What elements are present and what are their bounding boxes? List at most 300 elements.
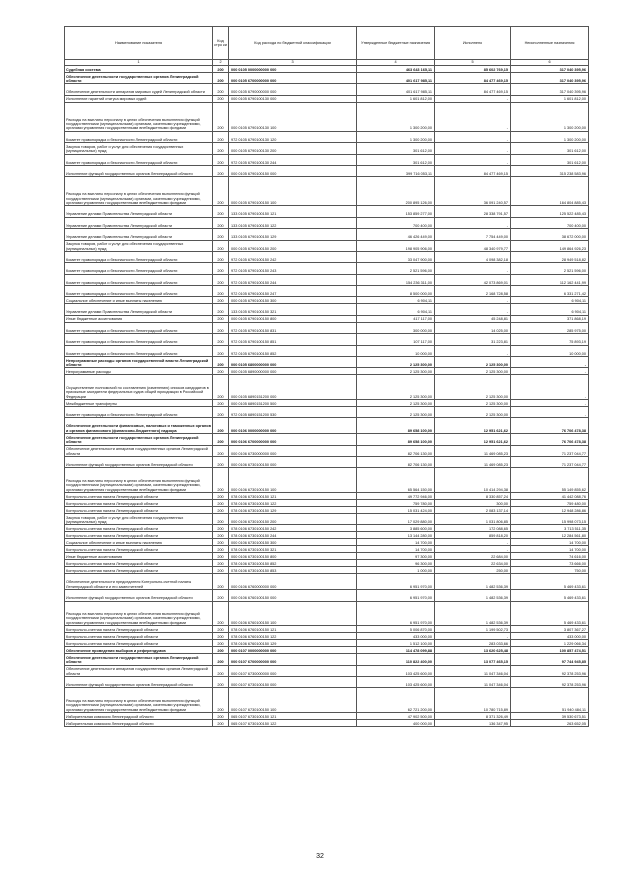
row-classification-code: 078 0106 6760100150 122 xyxy=(229,633,357,640)
row-unexecuted: 6 331 271,42 xyxy=(511,286,589,297)
row-name: Расходы на выплаты персоналу в целях обеспечения выполнения функций государственными (муниципальными) органами, казенными учреждениями, органами управления государственными внебюджетными фондами xyxy=(65,688,213,713)
column-number: 1 xyxy=(65,60,213,66)
row-line-code: 200 xyxy=(213,154,229,165)
page-number: 32 xyxy=(316,853,324,860)
row-approved: 1 601 812,00 xyxy=(357,95,435,102)
row-approved: 401 617 985,11 xyxy=(357,73,435,84)
row-classification-code: 972 0105 6790100150 242 xyxy=(229,251,357,262)
row-approved: 62 721 200,00 xyxy=(357,688,435,713)
table-row xyxy=(65,368,589,375)
row-classification-code: 972 0105 6790100150 831 xyxy=(229,322,357,333)
row-executed: - xyxy=(435,102,511,131)
row-executed: 4 098 382,18 xyxy=(435,251,511,262)
row-executed: 84 477 469,15 xyxy=(435,165,511,176)
table-row xyxy=(65,400,589,407)
table-row xyxy=(65,574,589,590)
table-row xyxy=(65,84,589,95)
row-approved: 97 300,00 xyxy=(357,553,435,560)
row-name: Комитет правопорядка и безопасности Ленинградской области xyxy=(65,263,213,274)
row-classification-code: 078 0106 6730100150 852 xyxy=(229,560,357,567)
row-executed: 10 780 715,89 xyxy=(435,688,511,713)
row-classification-code: 000 0105 6790100150 000 xyxy=(229,165,357,176)
header-executed: Исполнено xyxy=(435,27,511,60)
row-unexecuted: 14 700,00 xyxy=(511,539,589,546)
row-name: Комитет правопорядка и безопасности Ленинградской области xyxy=(65,286,213,297)
table-row xyxy=(65,532,589,539)
row-unexecuted: 2 521 596,00 xyxy=(511,263,589,274)
row-classification-code: 000 0105 6790100130 100 xyxy=(229,102,357,131)
row-name: Исполнение функций государственных органов Ленинградской области xyxy=(65,676,213,687)
row-approved: 14 700,00 xyxy=(357,539,435,546)
row-name: Контрольно-счетная палата Ленинградской области xyxy=(65,506,213,513)
row-line-code: 200 xyxy=(213,640,229,647)
row-name: Расходы на выплаты персоналу в целях обеспечения выполнения функций государственными (муниципальными) органами, казенными учреждениями, органами управления государственными внебюджетными фондами xyxy=(65,177,213,206)
table-row xyxy=(65,513,589,524)
row-line-code: 200 xyxy=(213,165,229,176)
row-line-code: 200 xyxy=(213,177,229,206)
row-executed: - xyxy=(435,304,511,315)
row-line-code: 200 xyxy=(213,345,229,356)
row-approved: 401 617 985,11 xyxy=(357,84,435,95)
row-name: Контрольно-счетная палата Ленинградской области xyxy=(65,546,213,553)
row-name: Исполнение функций государственных органов Ленинградской области xyxy=(65,456,213,467)
row-line-code: 200 xyxy=(213,560,229,567)
table-row xyxy=(65,719,589,726)
row-approved: 400 000,00 xyxy=(357,719,435,726)
row-line-code: 200 xyxy=(213,251,229,262)
row-line-code: 200 xyxy=(213,407,229,418)
table-row xyxy=(65,345,589,356)
row-unexecuted: 75 893,19 xyxy=(511,334,589,345)
row-line-code: 200 xyxy=(213,143,229,154)
row-name: Исполнение функций государственных органов Ленинградской области xyxy=(65,590,213,601)
row-unexecuted: - xyxy=(511,375,589,400)
row-name: Управление делами Правительства Ленинградской области xyxy=(65,229,213,240)
row-approved: 82 706 130,00 xyxy=(357,456,435,467)
row-unexecuted: 14 700,00 xyxy=(511,546,589,553)
row-approved: 433 000,00 xyxy=(357,633,435,640)
table-row xyxy=(65,357,589,368)
row-name: Комитет правопорядка и безопасности Ленинградской области xyxy=(65,322,213,333)
row-line-code: 200 xyxy=(213,553,229,560)
row-classification-code: 000 0105 6890000000 000 xyxy=(229,368,357,375)
row-executed: 1 031 806,85 xyxy=(435,513,511,524)
row-classification-code: 078 0106 6730100150 242 xyxy=(229,525,357,532)
table-row xyxy=(65,102,589,131)
row-classification-code: 078 0106 6730100150 853 xyxy=(229,567,357,574)
row-approved: 1 300 200,00 xyxy=(357,131,435,142)
row-classification-code: 133 0105 6790100150 122 xyxy=(229,217,357,228)
row-executed: 84 477 469,15 xyxy=(435,84,511,95)
row-name: Межбюджетные трансферты xyxy=(65,400,213,407)
row-classification-code: 065 0107 6730100150 121 xyxy=(229,712,357,719)
row-approved: 463 643 165,11 xyxy=(357,66,435,73)
row-executed: 14 025,00 xyxy=(435,322,511,333)
row-executed: 1 199 502,73 xyxy=(435,626,511,633)
row-classification-code: 972 0105 6790100150 243 xyxy=(229,263,357,274)
row-approved: 6 904,11 xyxy=(357,297,435,304)
row-name: Судебная система xyxy=(65,66,213,73)
row-approved: 47 902 500,00 xyxy=(357,712,435,719)
row-executed: 2 125 300,00 xyxy=(435,357,511,368)
row-approved: 10 000,00 xyxy=(357,345,435,356)
row-unexecuted: 371 868,19 xyxy=(511,315,589,322)
table-row xyxy=(65,73,589,84)
row-executed: - xyxy=(435,95,511,102)
row-approved: 5 006 870,00 xyxy=(357,626,435,633)
row-unexecuted: 92 378 253,96 xyxy=(511,676,589,687)
row-approved: 89 658 100,00 xyxy=(357,418,435,434)
row-classification-code: 133 0105 6790100150 129 xyxy=(229,229,357,240)
row-executed: 7 754 449,00 xyxy=(435,229,511,240)
row-classification-code: 000 0106 6730100150 200 xyxy=(229,513,357,524)
row-approved: 2 521 596,00 xyxy=(357,263,435,274)
row-name: Обеспечение деятельности председателя Контрольно-счетной палаты Ленинградской области и его заместителей xyxy=(65,574,213,590)
row-line-code: 200 xyxy=(213,315,229,322)
row-approved: 17 029 880,00 xyxy=(357,513,435,524)
row-unexecuted: 41 442 088,76 xyxy=(511,492,589,499)
row-line-code: 200 xyxy=(213,567,229,574)
row-classification-code: 000 0105 6790100130 200 xyxy=(229,143,357,154)
row-unexecuted: 28 949 518,82 xyxy=(511,251,589,262)
row-line-code: 200 xyxy=(213,206,229,217)
row-approved: 96 300,00 xyxy=(357,560,435,567)
row-unexecuted: 73 666,00 xyxy=(511,560,589,567)
row-classification-code: 000 0107 6730100150 100 xyxy=(229,688,357,713)
row-executed: 1 482 536,39 xyxy=(435,574,511,590)
row-line-code: 200 xyxy=(213,574,229,590)
row-classification-code: 078 0106 6730100150 121 xyxy=(229,492,357,499)
row-name: Контрольно-счетная палата Ленинградской области xyxy=(65,492,213,499)
row-unexecuted: 317 040 395,96 xyxy=(511,84,589,95)
row-approved: 89 658 100,00 xyxy=(357,434,435,445)
row-line-code: 200 xyxy=(213,240,229,251)
row-name: Комитет правопорядка и безопасности Ленинградской области xyxy=(65,407,213,418)
row-line-code: 200 xyxy=(213,334,229,345)
row-name: Обеспечение деятельности финансовых, налоговых и таможенных органов и органов финансового (финансово-бюджетного) надзора xyxy=(65,418,213,434)
row-executed: 172 088,65 xyxy=(435,525,511,532)
table-row xyxy=(65,665,589,676)
row-line-code: 200 xyxy=(213,647,229,654)
row-name: Контрольно-счетная палата Ленинградской области xyxy=(65,633,213,640)
row-name: Комитет правопорядка и безопасности Ленинградской области xyxy=(65,154,213,165)
table-row xyxy=(65,506,589,513)
row-name: Расходы на выплаты персоналу в целях обеспечения выполнения функций государственными (муниципальными) органами, казенными учреждениями, органами управления государственными внебюджетными фондами xyxy=(65,601,213,626)
row-name: Контрольно-счетная палата Ленинградской области xyxy=(65,560,213,567)
row-unexecuted: 1 300 200,00 xyxy=(511,131,589,142)
row-classification-code: 078 0106 6730100150 122 xyxy=(229,499,357,506)
row-unexecuted: 317 040 395,96 xyxy=(511,73,589,84)
row-unexecuted: 55 149 855,62 xyxy=(511,468,589,493)
row-line-code: 200 xyxy=(213,217,229,228)
row-name: Исполнение функций государственных органов Ленинградской области xyxy=(65,165,213,176)
row-name: Обеспечение деятельности государственных органов Ленинградской области xyxy=(65,73,213,84)
row-executed: 2 125 300,00 xyxy=(435,375,511,400)
row-unexecuted: 71 237 044,77 xyxy=(511,456,589,467)
row-unexecuted: 759 480,00 xyxy=(511,499,589,506)
row-approved: 3 885 600,00 xyxy=(357,525,435,532)
row-unexecuted: 315 238 583,96 xyxy=(511,165,589,176)
table-row xyxy=(65,286,589,297)
row-unexecuted: 5 469 433,61 xyxy=(511,574,589,590)
row-approved: 82 706 130,00 xyxy=(357,445,435,456)
row-name: Иные бюджетные ассигнования xyxy=(65,315,213,322)
row-name: Контрольно-счетная палата Ленинградской области xyxy=(65,532,213,539)
row-unexecuted: 149 864 926,23 xyxy=(511,240,589,251)
row-executed: - xyxy=(435,633,511,640)
row-unexecuted: 74 616,00 xyxy=(511,553,589,560)
row-executed: 859 818,20 xyxy=(435,532,511,539)
row-executed: 250,00 xyxy=(435,567,511,574)
row-name: Закупка товаров, работ и услуг для обеспечения государственных (муниципальных) нужд xyxy=(65,513,213,524)
row-executed: 12 951 621,62 xyxy=(435,418,511,434)
row-name: Управление делами Правительства Ленинградской области xyxy=(65,217,213,228)
row-name: Обеспечение деятельности государственных органов Ленинградской области xyxy=(65,434,213,445)
header-classification-code: Код расхода по бюджетной классификации xyxy=(229,27,357,60)
row-classification-code: 000 0105 0000000000 000 xyxy=(229,66,357,73)
header-name: Наименование показателя xyxy=(65,27,213,60)
row-unexecuted: 10 000,00 xyxy=(511,345,589,356)
row-executed: 36 091 240,57 xyxy=(435,177,511,206)
row-unexecuted: 51 940 484,11 xyxy=(511,688,589,713)
table-row xyxy=(65,553,589,560)
table-row xyxy=(65,240,589,251)
row-classification-code: 000 0106 6700000000 000 xyxy=(229,434,357,445)
row-classification-code: 972 0105 6790100150 244 xyxy=(229,274,357,285)
row-line-code: 200 xyxy=(213,304,229,315)
table-row xyxy=(65,590,589,601)
row-classification-code: 000 0105 6790100150 100 xyxy=(229,177,357,206)
table-row xyxy=(65,154,589,165)
row-approved: 6 951 970,00 xyxy=(357,590,435,601)
row-executed: - xyxy=(435,154,511,165)
row-line-code: 200 xyxy=(213,532,229,539)
row-line-code: 200 xyxy=(213,601,229,626)
row-line-code: 200 xyxy=(213,445,229,456)
row-unexecuted: 6 904,11 xyxy=(511,304,589,315)
row-line-code: 200 xyxy=(213,688,229,713)
table-row xyxy=(65,217,589,228)
row-classification-code: 972 0105 6890151200 530 xyxy=(229,407,357,418)
row-unexecuted: 301 612,00 xyxy=(511,143,589,154)
table-row xyxy=(65,640,589,647)
row-approved: 6 904,11 xyxy=(357,304,435,315)
row-classification-code: 000 0105 6790000000 000 xyxy=(229,84,357,95)
row-unexecuted: 433 000,00 xyxy=(511,633,589,640)
row-unexecuted: 3 713 511,35 xyxy=(511,525,589,532)
table-row xyxy=(65,177,589,206)
row-executed: 12 951 621,62 xyxy=(435,434,511,445)
row-unexecuted: 750,00 xyxy=(511,567,589,574)
row-unexecuted: 1 229 066,34 xyxy=(511,640,589,647)
budget-execution-table-page xyxy=(64,26,588,727)
row-executed: 283 033,66 xyxy=(435,640,511,647)
row-classification-code: 972 0105 6790100150 247 xyxy=(229,286,357,297)
column-number: 5 xyxy=(435,60,511,66)
row-approved: 107 117,00 xyxy=(357,334,435,345)
table-row xyxy=(65,297,589,304)
row-name: Иные бюджетные ассигнования xyxy=(65,553,213,560)
row-classification-code: 000 0106 6730100150 000 xyxy=(229,456,357,467)
row-executed: - xyxy=(435,546,511,553)
row-unexecuted: 100 857 474,51 xyxy=(511,647,589,654)
row-approved: 301 612,00 xyxy=(357,143,435,154)
row-name: Контрольно-счетная палата Ленинградской области xyxy=(65,499,213,506)
column-number: 6 xyxy=(511,60,589,66)
table-row xyxy=(65,263,589,274)
row-line-code: 200 xyxy=(213,375,229,400)
row-name: Закупка товаров, работ и услуг для обеспечения государственных (муниципальных) нужд xyxy=(65,240,213,251)
row-classification-code: 000 0105 6700000000 000 xyxy=(229,73,357,84)
table-row xyxy=(65,334,589,345)
row-executed: 2 125 300,00 xyxy=(435,400,511,407)
row-line-code: 200 xyxy=(213,468,229,493)
row-unexecuted: 71 237 044,77 xyxy=(511,445,589,456)
row-unexecuted: 317 040 395,96 xyxy=(511,66,589,73)
row-unexecuted: 700 400,00 xyxy=(511,217,589,228)
row-name: Обеспечение деятельности аппаратов государственных органов Ленинградской области xyxy=(65,445,213,456)
row-classification-code: 000 0107 6730100150 000 xyxy=(229,676,357,687)
row-approved: 700 400,00 xyxy=(357,217,435,228)
row-line-code: 200 xyxy=(213,633,229,640)
row-name: Исполнение гарантий статуса мировых судей xyxy=(65,95,213,102)
table-row xyxy=(65,418,589,434)
row-name: Расходы на выплаты персоналу в целях обеспечения выполнения функций государственными (муниципальными) органами, казенными учреждениями, органами управления государственными внебюджетными фондами xyxy=(65,102,213,131)
table-row xyxy=(65,633,589,640)
row-unexecuted: 15 998 073,15 xyxy=(511,513,589,524)
row-executed: 8 330 857,24 xyxy=(435,492,511,499)
row-unexecuted: 164 804 885,43 xyxy=(511,177,589,206)
row-unexecuted: 6 904,11 xyxy=(511,297,589,304)
table-row xyxy=(65,322,589,333)
row-line-code: 200 xyxy=(213,499,229,506)
table-row xyxy=(65,567,589,574)
table-row xyxy=(65,229,589,240)
row-classification-code: 000 0106 6730100150 800 xyxy=(229,553,357,560)
row-classification-code: 972 0105 6790100130 244 xyxy=(229,154,357,165)
row-name: Контрольно-счетная палата Ленинградской области xyxy=(65,567,213,574)
table-row xyxy=(65,434,589,445)
row-unexecuted: 39 530 673,51 xyxy=(511,712,589,719)
row-executed: 2 125 300,00 xyxy=(435,368,511,375)
row-unexecuted: 1 300 200,00 xyxy=(511,102,589,131)
row-executed: 31 223,81 xyxy=(435,334,511,345)
row-executed: 8 371 326,49 xyxy=(435,712,511,719)
table-row xyxy=(65,95,589,102)
row-line-code: 200 xyxy=(213,84,229,95)
row-line-code: 200 xyxy=(213,357,229,368)
row-approved: 6 951 970,00 xyxy=(357,574,435,590)
row-unexecuted: 3 807 367,27 xyxy=(511,626,589,633)
row-unexecuted: 125 522 485,43 xyxy=(511,206,589,217)
row-line-code: 200 xyxy=(213,102,229,131)
table-row xyxy=(65,251,589,262)
row-classification-code: 000 0105 6890151200 000 xyxy=(229,375,357,400)
row-approved: 417 117,00 xyxy=(357,315,435,322)
row-name: Закупка товаров, работ и услуг для обеспечения государственных (муниципальных) нужд xyxy=(65,143,213,154)
table-row xyxy=(65,654,589,665)
row-unexecuted: 5 469 433,61 xyxy=(511,601,589,626)
row-name: Социальное обеспечение и иные выплаты населению xyxy=(65,297,213,304)
row-name: Непрограммные расходы xyxy=(65,368,213,375)
row-executed: 22 634,00 xyxy=(435,560,511,567)
row-approved: 2 125 300,00 xyxy=(357,407,435,418)
row-approved: 759 780,00 xyxy=(357,499,435,506)
row-classification-code: 972 0105 6790100130 120 xyxy=(229,131,357,142)
row-approved: 14 700,00 xyxy=(357,546,435,553)
row-approved: 1 000,00 xyxy=(357,567,435,574)
row-approved: 200 895 126,00 xyxy=(357,177,435,206)
row-unexecuted: 1 601 812,00 xyxy=(511,95,589,102)
row-classification-code: 133 0105 6790100150 321 xyxy=(229,304,357,315)
row-classification-code: 000 0106 6730100150 300 xyxy=(229,539,357,546)
row-executed: 136 347,95 xyxy=(435,719,511,726)
row-approved: 153 859 277,00 xyxy=(357,206,435,217)
table-row xyxy=(65,304,589,315)
row-line-code: 200 xyxy=(213,665,229,676)
row-executed: 2 083 137,14 xyxy=(435,506,511,513)
row-classification-code: 000 0105 6790100150 200 xyxy=(229,240,357,251)
row-line-code: 200 xyxy=(213,525,229,532)
row-executed: 13 620 625,48 xyxy=(435,647,511,654)
row-approved: 300 000,00 xyxy=(357,322,435,333)
row-unexecuted: - xyxy=(511,357,589,368)
table-row xyxy=(65,626,589,633)
row-name: Обеспечение проведения выборов и референдумов xyxy=(65,647,213,654)
row-classification-code: 078 0106 6730100150 321 xyxy=(229,546,357,553)
row-approved: 6 951 970,00 xyxy=(357,601,435,626)
row-line-code: 200 xyxy=(213,506,229,513)
row-approved: 49 772 946,00 xyxy=(357,492,435,499)
table-row xyxy=(65,468,589,493)
row-line-code: 200 xyxy=(213,418,229,434)
header-line-code: Код стро ки xyxy=(213,27,229,60)
table-row xyxy=(65,165,589,176)
row-approved: 114 478 099,88 xyxy=(357,647,435,654)
table-row xyxy=(65,315,589,322)
row-name: Комитет правопорядка и безопасности Ленинградской области xyxy=(65,274,213,285)
table-row xyxy=(65,206,589,217)
row-classification-code: 078 0106 6730100150 244 xyxy=(229,532,357,539)
row-line-code: 200 xyxy=(213,322,229,333)
row-classification-code: 000 0105 6790100130 000 xyxy=(229,95,357,102)
row-executed: 1 482 536,39 xyxy=(435,601,511,626)
row-executed: 45 248,81 xyxy=(435,315,511,322)
row-unexecuted: - xyxy=(511,400,589,407)
row-approved: 103 425 600,00 xyxy=(357,676,435,687)
row-line-code: 200 xyxy=(213,546,229,553)
row-executed: - xyxy=(435,217,511,228)
row-unexecuted: 97 744 945,85 xyxy=(511,654,589,665)
table-row xyxy=(65,407,589,418)
row-executed: - xyxy=(435,131,511,142)
row-unexecuted: 12 284 561,80 xyxy=(511,532,589,539)
table-row xyxy=(65,131,589,142)
table-row xyxy=(65,647,589,654)
row-classification-code: 078 0106 6730100150 129 xyxy=(229,506,357,513)
row-executed: 85 602 769,15 xyxy=(435,66,511,73)
row-name: Социальное обеспечение и иные выплаты населению xyxy=(65,539,213,546)
row-approved: 13 144 280,00 xyxy=(357,532,435,539)
table-row xyxy=(65,525,589,532)
row-unexecuted: 263 652,05 xyxy=(511,719,589,726)
row-executed: 10 414 294,38 xyxy=(435,468,511,493)
table-row xyxy=(65,492,589,499)
row-executed: 28 338 791,57 xyxy=(435,206,511,217)
row-classification-code: 000 0106 6760100150 100 xyxy=(229,601,357,626)
row-approved: 2 125 300,00 xyxy=(357,368,435,375)
row-approved: 1 512 100,00 xyxy=(357,640,435,647)
